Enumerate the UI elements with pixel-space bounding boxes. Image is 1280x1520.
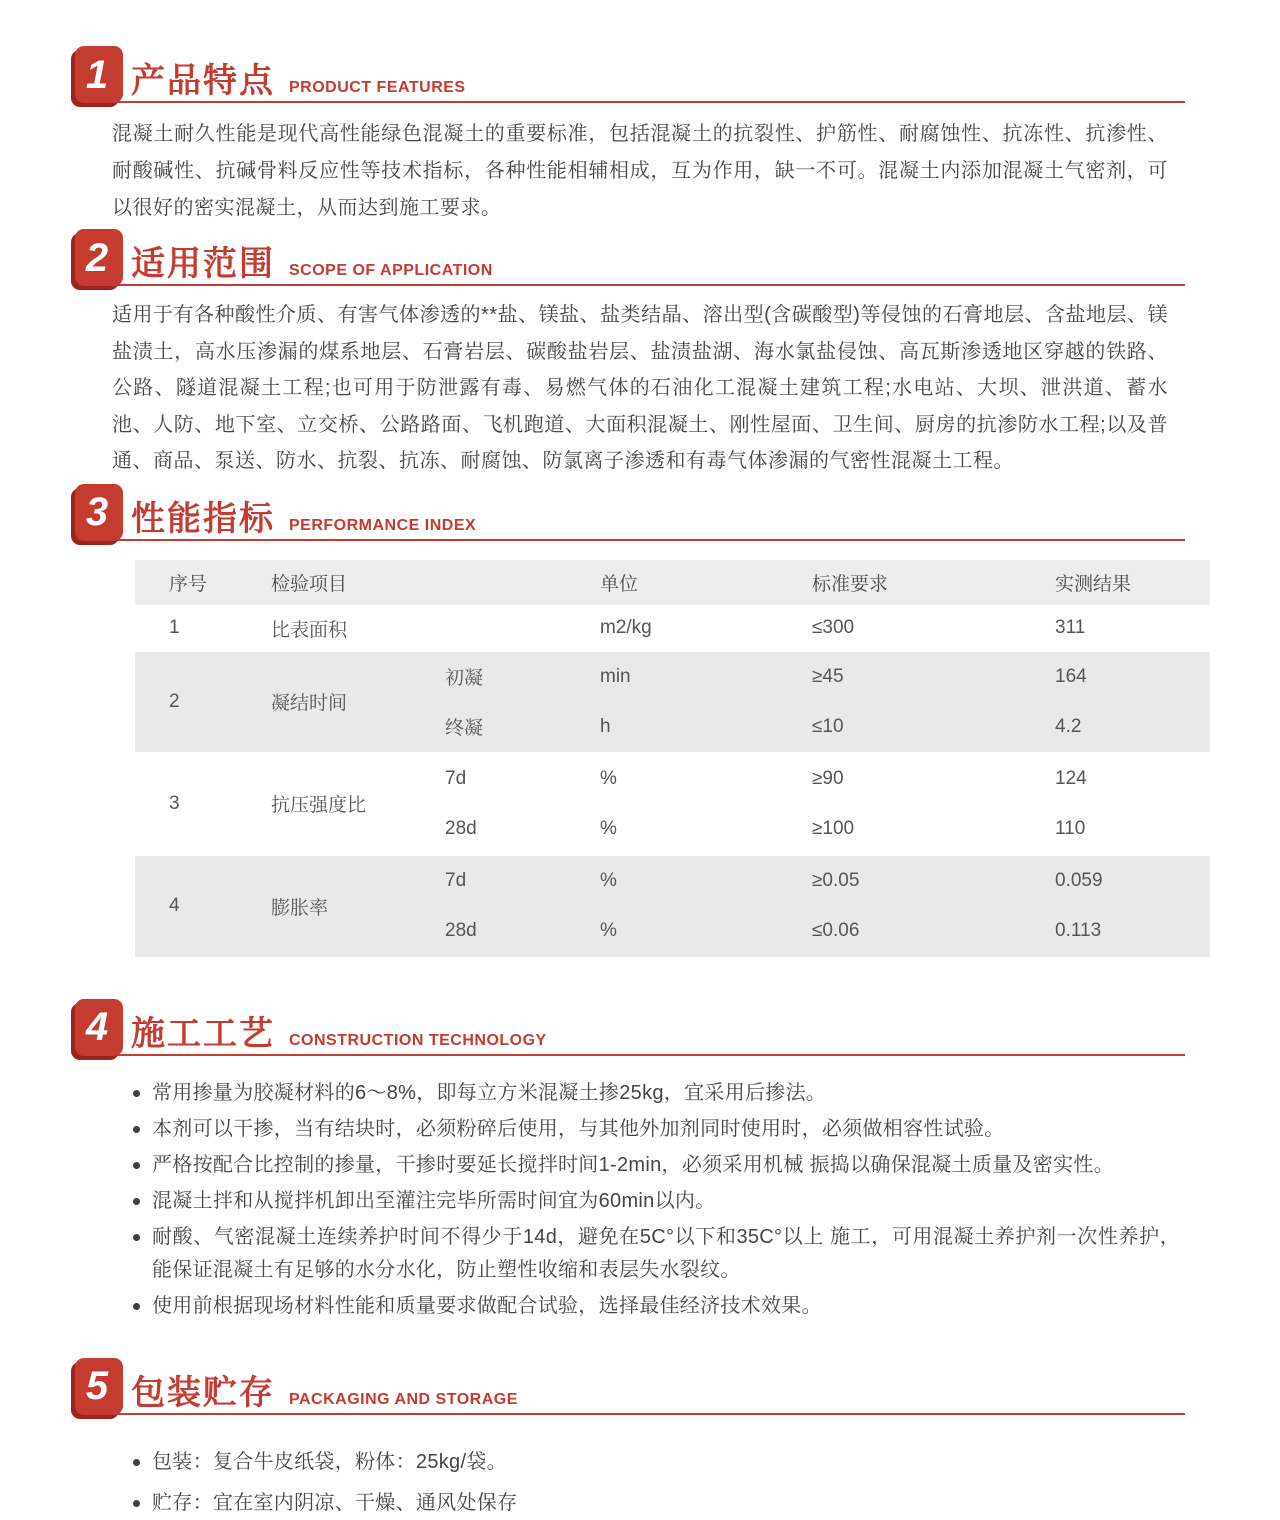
cell-unit: % xyxy=(565,855,775,906)
bullet-text: 耐酸、气密混凝土连续养护时间不得少于14d，避免在5C°以下和35C°以上 施工，可用混凝土养护剂一次性养护，能保证混凝土有足够的水分水化，防止塑性收缩和表层失水裂纹。 xyxy=(152,1225,1180,1281)
cell-item: 比表面积 xyxy=(245,606,415,651)
section-header-3 xyxy=(75,484,1185,544)
section-number-badge xyxy=(75,484,123,541)
section-header-1 xyxy=(75,46,1185,106)
bullet-text: 混凝土拌和从搅拌机卸出至灌注完毕所需时间宜为60min以内。 xyxy=(152,1189,716,1212)
section-underline xyxy=(75,1413,1185,1415)
packaging-bullet-list xyxy=(130,1446,1180,1520)
section-title-zh: 包装贮存 xyxy=(131,1373,275,1412)
section-number-badge xyxy=(75,999,123,1056)
col-header-item: 检验项目 xyxy=(245,560,415,606)
cell-unit: min xyxy=(565,651,775,702)
bullet-text: 严格按配合比控制的掺量，干掺时要延长搅拌时间1-2min，必须采用机械 振捣以确保混凝土质量及密实性。 xyxy=(152,1153,1114,1176)
bullet-dot-icon xyxy=(133,1126,140,1133)
section-header-2 xyxy=(75,229,1185,289)
section-title-zh: 施工工艺 xyxy=(131,1014,275,1053)
bullet-text: 本剂可以干掺，当有结块时，必须粉碎后使用，与其他外加剂同时使用时，必须做相容性试验。 xyxy=(152,1117,1005,1140)
performance-table-body xyxy=(135,606,1210,957)
table-row xyxy=(135,606,1210,651)
bullet-item xyxy=(130,1290,1180,1323)
section-number: 5 xyxy=(85,1364,109,1408)
table-row xyxy=(135,753,1210,804)
section-title-zh: 产品特点 xyxy=(131,62,275,100)
cell-sub: 7d xyxy=(415,855,565,906)
cell-seq: 1 xyxy=(135,606,245,651)
cell-result: 0.059 xyxy=(985,855,1210,906)
cell-result: 110 xyxy=(1055,817,1086,839)
section-underline xyxy=(75,284,1185,286)
table-header-row xyxy=(135,560,1210,606)
section-number: 3 xyxy=(85,490,109,534)
cell-standard: ≤10 xyxy=(775,702,985,753)
section-construction xyxy=(0,957,1280,1323)
col-header-sub xyxy=(415,560,565,606)
section-titles xyxy=(131,499,477,538)
bullet-item xyxy=(130,1149,1180,1182)
col-header-standard: 标准要求 xyxy=(775,560,985,606)
features-paragraph: 混凝土耐久性能是现代高性能绿色混凝土的重要标准，包括混凝土的抗裂性、护筋性、耐腐蚀性、抗冻性、抗渗性、耐酸碱性、抗碱骨料反应性等技术指标，各种性能相辅相成，互为作用，缺一不可。混凝土内添加混凝土气密剂，可以很好的密实混凝土，从而达到施工要求。 xyxy=(112,123,1168,219)
cell-unit: h xyxy=(565,702,775,753)
section-product-features xyxy=(0,0,1280,227)
cell-unit: % xyxy=(565,753,775,804)
cell-item: 凝结时间 xyxy=(245,651,415,753)
section-titles xyxy=(131,247,493,281)
bullet-dot-icon xyxy=(133,1162,140,1169)
bullet-text: 常用掺量为胶凝材料的6～8%，即每立方米混凝土掺25kg，宜采用后掺法。 xyxy=(152,1081,827,1104)
col-header-unit: 单位 xyxy=(565,560,775,606)
bullet-text: 贮存：宜在室内阴凉、干燥、通风处保存 xyxy=(152,1491,518,1514)
bullet-item xyxy=(130,1113,1180,1146)
bullet-dot-icon xyxy=(133,1090,140,1097)
section-performance xyxy=(0,480,1280,957)
bullet-dot-icon xyxy=(133,1459,140,1466)
section-title-en: SCOPE OF APPLICATION xyxy=(289,262,493,279)
cell-standard: ≥45 xyxy=(775,651,985,702)
cell-seq: 2 xyxy=(135,651,245,753)
cell-unit: % xyxy=(565,906,775,957)
bullet-dot-icon xyxy=(133,1198,140,1205)
cell-sub xyxy=(415,606,565,651)
cell-sub: 28d xyxy=(445,817,477,839)
cell-standard: ≥90 xyxy=(775,753,985,804)
cell-sub: 终凝 xyxy=(415,702,565,753)
cell-unit: % xyxy=(600,817,617,839)
cell-standard: ≤0.06 xyxy=(775,906,985,957)
bullet-item xyxy=(130,1221,1180,1287)
bullet-dot-icon xyxy=(133,1303,140,1310)
cell-result: 311 xyxy=(985,606,1210,651)
cell-standard: ≥0.05 xyxy=(775,855,985,906)
section-titles xyxy=(131,64,466,98)
construction-bullet-list xyxy=(130,1077,1180,1323)
cell-sub: 28d xyxy=(415,906,565,957)
section-scope xyxy=(0,227,1280,480)
bullet-dot-icon xyxy=(133,1500,140,1507)
cell-result: 4.2 xyxy=(985,702,1210,753)
bullet-text: 包装：复合牛皮纸袋，粉体：25kg/袋。 xyxy=(152,1450,507,1473)
cell-item: 膨胀率 xyxy=(245,855,415,957)
section-underline xyxy=(75,539,1185,541)
section-packaging xyxy=(0,1326,1280,1520)
col-header-seq: 序号 xyxy=(135,560,245,606)
section-underline xyxy=(75,101,1185,103)
bullet-text: 使用前根据现场材料性能和质量要求做配合试验，选择最佳经济技术效果。 xyxy=(152,1294,822,1317)
table-row xyxy=(135,651,1210,702)
cell-sub: 初凝 xyxy=(415,651,565,702)
performance-table xyxy=(135,560,1210,957)
bullet-item xyxy=(130,1446,1180,1479)
cell-item: 抗压强度比 xyxy=(245,753,415,855)
cell-seq: 4 xyxy=(135,855,245,957)
section-title-zh: 适用范围 xyxy=(131,245,275,283)
section-number: 1 xyxy=(85,52,109,97)
section-underline xyxy=(75,1054,1185,1056)
section-number: 4 xyxy=(85,1005,109,1049)
section-number-badge xyxy=(75,1358,123,1415)
cell-seq: 3 xyxy=(135,753,245,855)
table-row xyxy=(135,855,1210,906)
col-header-result: 实测结果 xyxy=(985,560,1210,606)
bullet-item xyxy=(130,1185,1180,1218)
cell-result: 164 xyxy=(985,651,1210,702)
cell-result: 0.113 xyxy=(985,906,1210,957)
section-title-zh: 性能指标 xyxy=(131,499,275,538)
bullet-item xyxy=(130,1077,1180,1110)
cell-standard: ≥100 xyxy=(812,817,855,839)
cell-standard: ≤300 xyxy=(775,606,985,651)
cell-unit: m2/kg xyxy=(565,606,775,651)
section-header-5 xyxy=(75,1358,1185,1418)
cell-result: 124 xyxy=(985,753,1210,804)
section-titles xyxy=(131,1014,547,1053)
bullet-item xyxy=(130,1487,1180,1520)
section-number-badge xyxy=(75,46,123,103)
section-number: 2 xyxy=(85,235,109,280)
section-title-en: PACKAGING AND STORAGE xyxy=(289,1390,518,1408)
scope-paragraph: 适用于有各种酸性介质、有害气体渗透的**盐、镁盐、盐类结晶、溶出型(含碳酸型)等侵蚀的石膏地层、含盐地层、镁盐渍土，高水压渗漏的煤系地层、石膏岩层、碳酸盐岩层、盐渍盐湖、海水氯盐侵蚀、高瓦斯渗透地区穿越的铁路、公路、隧道混凝土工程;也可用于防泄露有毒、易燃气体的石油化工混凝土建筑工程;水电站、大坝、泄洪道、蓄水池、人防、地下室、立交桥、公路路面、飞机跑道、大面积混凝土、刚性屋面、卫生间、厨房的抗渗防水工程;以及普通、商品、泵送、防水、抗裂、抗冻、耐腐蚀、防氯离子渗透和有毒气体渗漏的气密性混凝土工程。 xyxy=(112,304,1168,472)
cell-sub: 7d xyxy=(415,753,565,804)
section-title-en: PERFORMANCE INDEX xyxy=(289,516,477,534)
section-title-en: CONSTRUCTION TECHNOLOGY xyxy=(289,1031,547,1049)
bullet-dot-icon xyxy=(133,1234,140,1241)
section-titles xyxy=(131,1373,518,1412)
section-number-badge xyxy=(75,229,123,286)
section-header-4 xyxy=(75,999,1185,1059)
section-title-en: PRODUCT FEATURES xyxy=(289,79,466,96)
